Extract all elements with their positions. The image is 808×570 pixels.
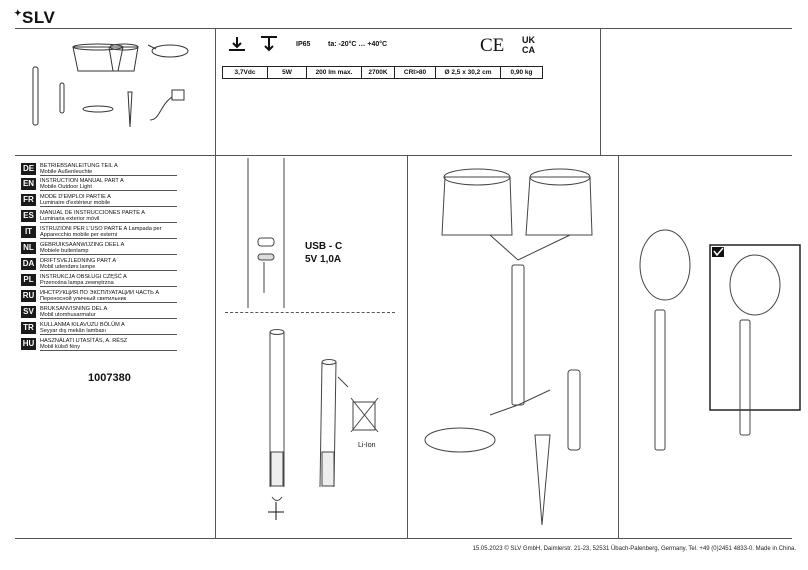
ground-spike: [128, 92, 132, 127]
lang-code: PL: [21, 274, 36, 286]
battery-illustration: [258, 322, 398, 522]
usb-port-illustration: [240, 158, 300, 308]
slv-logo: ✦SLV: [14, 8, 56, 27]
spec-weight: 0,90 kg: [510, 69, 533, 76]
ce-mark: CE: [480, 35, 505, 56]
spec-dimensions: Ø 2,5 x 30,2 cm: [436, 67, 501, 78]
temperature-range: ta: -20°C … +40°C: [328, 41, 388, 48]
usb-spec: [305, 240, 342, 266]
lang-row: HU HASZNÁLATI UTASÍTÁS, A. RÉSZ Mobil külső fény: [21, 338, 177, 351]
logo-star-icon: ✦: [14, 8, 23, 18]
ukca-mark: UK CA: [522, 35, 535, 55]
lang-row: DA DRIFTSVEJLEDNING PART A Mobil udendørs lampe: [21, 258, 177, 271]
charger: [172, 90, 184, 100]
ip-rating: IP65: [296, 41, 311, 48]
rotate-arrow-icon: [268, 502, 284, 520]
lang-code: TR: [21, 322, 36, 334]
middle-rule: [15, 155, 792, 156]
spec-lumen: 200 lm max.: [307, 67, 362, 78]
left-column-rule: [215, 28, 216, 538]
checkmark-icon: [712, 247, 724, 257]
rod: [60, 83, 64, 113]
shade-left: [442, 177, 512, 235]
usb-type: USB - C: [305, 241, 343, 252]
package-contents-illustration: [20, 35, 210, 130]
shade-1: [73, 47, 123, 71]
lang-code: DA: [21, 258, 36, 270]
lang-code: EN: [21, 178, 36, 190]
lang-code: HU: [21, 338, 36, 350]
ring-cord: [152, 45, 188, 57]
spec-cri: CRI>80: [395, 67, 436, 78]
spec-voltage: 3,7Vdc: [223, 67, 268, 78]
lang-code: DE: [21, 163, 36, 175]
lang-row: RU ИНСТРУКЦИЯ ПО ЭКСПЛУАТАЦИИ ЧАСТЬ А Переносной уличный светильник: [21, 290, 177, 303]
footer-text: 15.05.2023 © SLV GmbH, Daimlerstr. 21-23, 52531 Übach-Palenberg, Germany, Tel. +49 (0)2451 4833-0. Made in China.: [472, 546, 796, 552]
header-rule: [600, 28, 601, 155]
ground-spike: [535, 435, 550, 525]
mounting-icons: [225, 34, 285, 58]
lang-row: IT ISTRUZIONI PER L'USO PARTE A Lampada per Apparecchio mobile per esterni: [21, 226, 177, 239]
spec-cct: 2700K: [362, 67, 395, 78]
shade-2: [109, 47, 138, 71]
lang-code: FR: [21, 194, 36, 206]
usb-rating: 5V 1,0A: [305, 254, 342, 265]
hanging-lamp: [655, 310, 665, 450]
lang-row: TR KULLANMA KILAVUZU BÖLÜM A Seyyar dış mekân lambası: [21, 322, 177, 335]
hanging-illustration: [625, 220, 805, 520]
spec-table: [222, 66, 543, 79]
battery-label: Li-Ion: [358, 442, 376, 449]
lang-row: EN INSTRUCTION MANUAL PART A Mobile Outdoor Light: [21, 178, 177, 191]
lang-code: NL: [21, 242, 36, 254]
lang-row: PL INSTRUKCJA OBSŁUGI CZĘŚĆ A Przenośna lampa zewnętrzna: [21, 274, 177, 287]
hanging-ring: [640, 230, 690, 300]
lang-code: IT: [21, 226, 36, 238]
column-rule-3: [618, 155, 619, 538]
lamp-tube: [512, 265, 524, 405]
lang-row: SV BRUKSANVISNING DEL A Mobil utomhusarmatur: [21, 306, 177, 319]
panel-divider: [225, 312, 395, 313]
shade-right: [526, 177, 592, 235]
lang-code: ES: [21, 210, 36, 222]
base-plate: [425, 428, 495, 452]
article-number: 1007380: [88, 372, 131, 384]
stake-tube: [568, 370, 580, 450]
lang-row: NL GEBRUIKSAANWIJZING DEEL A Mobiele buitenlamp: [21, 242, 177, 255]
lang-code: SV: [21, 306, 36, 318]
lang-row: DE BETRIEBSANLEITUNG TEIL A Mobile Außenleuchte: [21, 163, 177, 176]
bottom-rule: [15, 538, 792, 539]
assembly-illustration: [420, 165, 610, 525]
lang-code: RU: [21, 290, 36, 302]
spec-power: 5W: [268, 67, 307, 78]
column-rule-2: [407, 155, 408, 538]
tube-body: [33, 67, 38, 125]
lang-row: ES MANUAL DE INSTRUCCIONES PARTE A Luminaria exterior móvil: [21, 210, 177, 223]
detail-frame: [710, 245, 800, 410]
surface-mount-icon: [229, 37, 245, 50]
lang-row: FR MODE D'EMPLOI PARTIE A Luminaire d'extérieur mobile: [21, 194, 177, 207]
top-rule: [15, 28, 792, 29]
ceiling-mount-icon: [261, 37, 277, 50]
base-plate: [83, 106, 113, 112]
